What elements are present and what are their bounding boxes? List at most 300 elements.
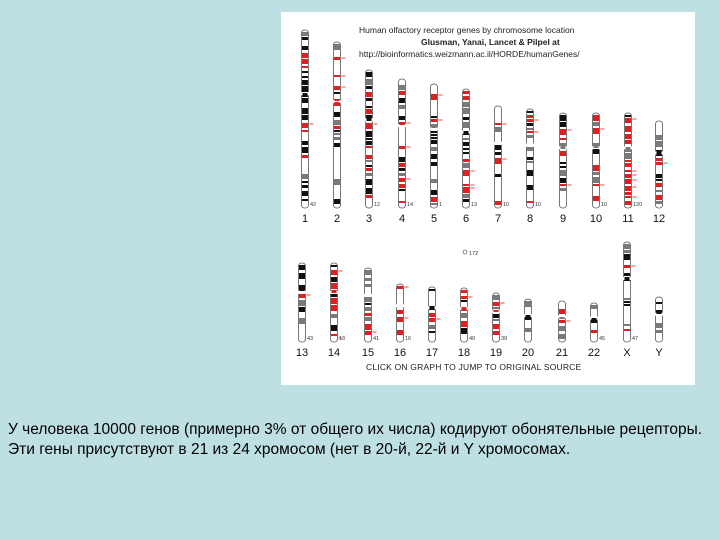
- centromere-left-6: [462, 131, 464, 134]
- gene-count-15: 41: [373, 336, 380, 342]
- chromosome-label-1: 1: [301, 213, 309, 225]
- centromere-left-5: [430, 127, 432, 130]
- band-10: [593, 165, 599, 171]
- centromere-right-11: [631, 146, 633, 149]
- band-19: [493, 319, 499, 321]
- band-7: [495, 123, 501, 125]
- band-2: [334, 112, 340, 117]
- centromere-right-17: [435, 306, 437, 309]
- band-14: [331, 265, 337, 267]
- band-2: [334, 137, 340, 140]
- band-9: [560, 122, 566, 127]
- slide-caption: У человека 10000 генов (примерно 3% от общего их числа) кодируют обонятельные рецепторы. Эти гены присутствуют в 21 из 24 хромосом (нет в 20-й, 22-й и Y хромосомах.: [8, 421, 703, 458]
- band-9: [560, 184, 566, 186]
- band-1: [302, 123, 308, 128]
- band-3: [366, 109, 372, 114]
- band-6: [463, 138, 469, 140]
- gene-count-X: 47: [632, 336, 639, 342]
- band-11: [625, 153, 631, 159]
- band-3: [366, 92, 372, 97]
- band-3: [366, 188, 372, 194]
- centromere-right-14: [337, 291, 339, 294]
- band-15: [365, 284, 371, 287]
- band-4: [399, 146, 405, 149]
- band-19: [493, 314, 499, 318]
- centromere-left-13: [298, 291, 300, 294]
- centromere-left-2: [333, 100, 335, 103]
- band-10: [593, 115, 599, 121]
- band-5: [431, 131, 437, 133]
- centromere-left-3: [365, 118, 367, 121]
- band-8: [527, 157, 533, 160]
- band-12: [656, 135, 662, 140]
- band-5: [431, 190, 437, 195]
- band-11: [625, 163, 631, 167]
- band-4: [399, 163, 405, 167]
- band-11: [625, 134, 631, 139]
- band-8: [527, 119, 533, 122]
- band-15: [365, 317, 371, 321]
- band-13: [299, 294, 305, 298]
- band-5: [431, 124, 437, 128]
- extra-gene-count: 172: [469, 251, 479, 257]
- band-1: [302, 199, 308, 201]
- centromere-left-X: [623, 277, 625, 280]
- chromosome-ideogram[interactable]: [281, 12, 695, 385]
- band-X: [624, 273, 630, 276]
- centromere-left-16: [396, 304, 398, 307]
- band-3: [366, 79, 372, 85]
- centromere-left-18: [460, 307, 462, 310]
- band-7: [495, 174, 501, 177]
- band-15: [365, 313, 371, 316]
- band-12: [656, 162, 662, 165]
- centromere-right-3: [372, 118, 374, 121]
- band-3: [366, 141, 372, 145]
- band-1: [302, 32, 308, 36]
- figure-footer-link[interactable]: CLICK ON GRAPH TO JUMP TO ORIGINAL SOURCE: [366, 362, 582, 372]
- band-3: [366, 165, 372, 167]
- band-17: [429, 331, 435, 333]
- band-1: [302, 141, 308, 145]
- chromosome-label-14: 14: [327, 347, 341, 359]
- chromosome-10: [593, 113, 600, 208]
- band-11: [625, 126, 631, 132]
- band-9: [560, 115, 566, 121]
- band-2: [334, 92, 340, 94]
- band-9: [560, 138, 566, 140]
- band-10: [593, 172, 599, 175]
- chromosome-label-12: 12: [652, 213, 666, 225]
- band-11: [625, 115, 631, 117]
- band-2: [334, 44, 340, 50]
- band-4: [399, 122, 405, 125]
- band-15: [365, 324, 371, 330]
- band-2: [334, 99, 340, 101]
- band-7: [495, 127, 501, 132]
- chromosome-label-11: 11: [622, 213, 634, 225]
- band-5: [431, 147, 437, 151]
- band-10: [593, 196, 599, 201]
- band-7: [495, 158, 501, 164]
- band-1: [302, 71, 308, 73]
- band-19: [493, 310, 499, 312]
- chromosome-label-10: 10: [589, 213, 603, 225]
- band-1: [302, 59, 308, 64]
- band-14: [331, 294, 337, 297]
- band-11: [625, 140, 631, 144]
- band-6: [463, 122, 469, 128]
- band-2: [334, 86, 340, 90]
- band-12: [656, 141, 662, 147]
- band-11: [625, 174, 631, 178]
- band-1: [302, 174, 308, 179]
- band-16: [397, 286, 403, 289]
- band-7: [495, 201, 501, 205]
- chromosome-label-16: 16: [393, 347, 407, 359]
- centromere-left-10: [592, 146, 594, 149]
- band-14: [331, 298, 337, 304]
- chromosome-label-5: 5: [430, 213, 438, 225]
- band-9: [560, 129, 566, 135]
- band-2: [334, 102, 340, 106]
- band-13: [299, 300, 305, 306]
- band-2: [334, 120, 340, 125]
- band-11: [625, 192, 631, 195]
- band-17: [429, 325, 435, 329]
- band-6: [463, 187, 469, 193]
- band-2: [334, 75, 340, 77]
- band-4: [399, 173, 405, 176]
- band-18: [461, 296, 467, 299]
- centromere-right-5: [437, 127, 439, 130]
- band-13: [299, 307, 305, 312]
- band-18: [461, 307, 467, 311]
- band-1: [302, 108, 308, 114]
- band-1: [302, 93, 308, 97]
- band-Y: [656, 310, 662, 314]
- band-5: [431, 134, 437, 136]
- centromere-right-6: [469, 131, 471, 134]
- band-22: [591, 318, 597, 323]
- band-8: [527, 170, 533, 176]
- band-1: [302, 185, 308, 188]
- centromere-right-16: [403, 304, 405, 307]
- band-2: [334, 133, 340, 135]
- centromere-right-15: [371, 294, 373, 297]
- band-18: [461, 300, 467, 302]
- band-14: [331, 290, 337, 293]
- centromere-right-12: [662, 151, 664, 154]
- band-14: [331, 325, 337, 331]
- chromosome-figure[interactable]: [281, 12, 695, 385]
- chromosome-label-20: 20: [521, 347, 535, 359]
- centromere-left-8: [526, 144, 528, 147]
- band-9: [560, 166, 566, 168]
- band-13: [299, 265, 305, 270]
- band-3: [366, 179, 372, 185]
- band-18: [461, 321, 467, 327]
- figure-title-url[interactable]: http://bioinformatics.weizmann.ac.il/HORDE/humanGenes/: [359, 49, 580, 59]
- band-6: [463, 102, 469, 107]
- band-5: [431, 203, 437, 205]
- band-19: [493, 324, 499, 329]
- chromosome-9: [560, 113, 567, 208]
- band-3: [366, 160, 372, 162]
- band-8: [527, 115, 533, 118]
- band-6: [463, 131, 469, 135]
- band-5: [431, 137, 437, 139]
- centromere-left-4: [398, 124, 400, 127]
- centromere-left-20: [524, 314, 526, 317]
- chromosome-label-6: 6: [462, 213, 470, 225]
- gene-count-11: 120: [633, 202, 643, 208]
- chromosome-label-17: 17: [425, 347, 439, 359]
- band-10: [593, 149, 599, 154]
- gene-count-18: 40: [469, 336, 476, 342]
- band-14: [331, 277, 337, 282]
- band-3: [366, 98, 372, 101]
- band-19: [493, 307, 499, 309]
- gene-count-8: 10: [535, 202, 542, 208]
- centromere-left-7: [494, 142, 496, 145]
- centromere-right-20: [531, 314, 533, 317]
- band-3: [366, 173, 372, 176]
- gene-count-4: 14: [407, 202, 414, 208]
- chromosome-label-7: 7: [494, 213, 502, 225]
- centromere-left-21: [558, 315, 560, 318]
- band-11: [625, 147, 631, 152]
- centromere-left-1: [301, 92, 303, 95]
- centromere-right-Y: [662, 313, 664, 316]
- chromosome-label-21: 21: [555, 347, 569, 359]
- band-1: [302, 46, 308, 50]
- band-19: [493, 302, 499, 306]
- band-6: [463, 184, 469, 186]
- band-15: [365, 278, 371, 281]
- band-11: [625, 118, 631, 123]
- band-12: [656, 183, 662, 187]
- band-4: [399, 184, 405, 188]
- band-16: [397, 310, 403, 314]
- band-14: [331, 314, 337, 318]
- band-9: [560, 170, 566, 176]
- centromere-right-19: [499, 310, 501, 313]
- centromere-right-X: [630, 277, 632, 280]
- band-21: [559, 334, 565, 339]
- band-15: [365, 331, 371, 335]
- band-6: [463, 159, 469, 162]
- chromosome-label-13: 13: [295, 347, 309, 359]
- band-X: [624, 254, 630, 260]
- band-X: [624, 265, 630, 268]
- band-5: [431, 154, 437, 159]
- band-2: [334, 130, 340, 132]
- band-13: [299, 273, 305, 279]
- band-2: [334, 143, 340, 147]
- band-22: [591, 330, 597, 333]
- gene-count-10: 10: [601, 202, 608, 208]
- band-X: [624, 329, 630, 331]
- extra-marker-icon: [463, 250, 467, 254]
- band-3: [366, 106, 372, 108]
- band-5: [431, 197, 437, 202]
- band-4: [399, 91, 405, 95]
- centromere-right-7: [501, 142, 503, 145]
- chromosome-label-9: 9: [559, 213, 567, 225]
- band-20: [525, 315, 531, 320]
- band-19: [493, 331, 499, 335]
- band-4: [399, 201, 405, 203]
- band-Y: [656, 323, 662, 328]
- band-Y: [656, 330, 662, 333]
- band-1: [302, 155, 308, 158]
- chromosome-label-22: 22: [587, 347, 601, 359]
- chromosome-7: [495, 106, 502, 208]
- band-Y: [656, 302, 662, 304]
- band-1: [302, 76, 308, 78]
- band-1: [302, 53, 308, 58]
- chromosome-5: [431, 84, 438, 208]
- chromosome-label-3: 3: [365, 213, 373, 225]
- band-2: [334, 199, 340, 204]
- band-4: [399, 178, 405, 182]
- band-13: [299, 285, 305, 291]
- band-21: [559, 320, 565, 323]
- band-6: [463, 148, 469, 150]
- band-17: [429, 313, 435, 317]
- band-X: [624, 324, 630, 326]
- centromere-right-8: [533, 144, 535, 147]
- band-8: [527, 135, 533, 138]
- band-8: [527, 161, 533, 163]
- band-9: [560, 151, 566, 156]
- band-X: [624, 301, 630, 303]
- band-12: [656, 179, 662, 181]
- centromere-right-22: [597, 317, 599, 320]
- band-11: [625, 160, 631, 162]
- band-5: [431, 162, 437, 166]
- band-6: [463, 91, 469, 94]
- band-21: [559, 317, 565, 319]
- band-X: [624, 304, 630, 306]
- centromere-right-18: [467, 307, 469, 310]
- band-11: [625, 201, 631, 205]
- band-12: [656, 190, 662, 192]
- band-1: [302, 37, 308, 40]
- band-16: [397, 330, 403, 335]
- band-22: [591, 305, 597, 309]
- band-18: [461, 313, 467, 318]
- band-10: [593, 122, 599, 126]
- band-3: [366, 115, 372, 121]
- band-15: [365, 303, 371, 305]
- centromere-right-10: [599, 146, 601, 149]
- band-8: [527, 111, 533, 113]
- band-X: [624, 244, 630, 249]
- band-18: [461, 328, 467, 334]
- centromere-left-Y: [655, 313, 657, 316]
- band-11: [625, 196, 631, 198]
- centromere-right-2: [340, 100, 342, 103]
- band-1: [302, 130, 308, 132]
- band-17: [429, 289, 435, 291]
- centromere-left-12: [655, 151, 657, 154]
- band-2: [334, 126, 340, 129]
- gene-count-1: 42: [310, 202, 317, 208]
- band-15: [365, 297, 371, 302]
- band-16: [397, 317, 403, 322]
- band-10: [593, 143, 599, 148]
- band-8: [527, 185, 533, 190]
- band-15: [365, 307, 371, 311]
- centromere-left-22: [590, 317, 592, 320]
- band-8: [527, 128, 533, 130]
- band-7: [495, 152, 501, 155]
- band-6: [463, 199, 469, 202]
- gene-count-16: 16: [405, 336, 412, 342]
- band-11: [625, 179, 631, 184]
- band-2: [334, 179, 340, 185]
- band-6: [463, 142, 469, 146]
- centromere-left-15: [364, 294, 366, 297]
- band-8: [527, 201, 533, 203]
- band-8: [527, 131, 533, 133]
- band-3: [366, 146, 372, 148]
- band-5: [431, 179, 437, 183]
- chromosome-label-4: 4: [398, 213, 406, 225]
- band-12: [656, 195, 662, 200]
- band-13: [299, 318, 305, 324]
- band-17: [429, 306, 435, 310]
- centromere-left-14: [330, 291, 332, 294]
- band-X: [624, 298, 630, 300]
- chromosome-label-Y: Y: [655, 347, 663, 359]
- band-9: [560, 178, 566, 183]
- centromere-right-13: [305, 291, 307, 294]
- gene-count-22: 45: [599, 336, 606, 342]
- band-4: [399, 116, 405, 120]
- chromosome-label-15: 15: [361, 347, 375, 359]
- band-5: [431, 94, 437, 100]
- centromere-left-17: [428, 306, 430, 309]
- band-12: [656, 201, 662, 204]
- band-4: [399, 105, 405, 109]
- band-11: [625, 186, 631, 191]
- band-14: [331, 305, 337, 311]
- centromere-right-4: [405, 124, 407, 127]
- gene-count-19: 39: [501, 336, 508, 342]
- chromosome-label-X: X: [623, 347, 631, 359]
- gene-count-13: 43: [307, 336, 314, 342]
- figure-title-authors: Glusman, Yanai, Lancet & Pilpel at: [421, 37, 560, 47]
- band-1: [302, 98, 308, 103]
- band-12: [656, 158, 662, 161]
- band-8: [527, 123, 533, 126]
- band-1: [302, 115, 308, 120]
- band-20: [525, 328, 531, 332]
- band-6: [463, 96, 469, 100]
- band-1: [302, 86, 308, 92]
- band-18: [461, 290, 467, 293]
- chromosome-label-19: 19: [489, 347, 503, 359]
- gene-count-3: 12: [374, 202, 381, 208]
- band-14: [331, 283, 337, 289]
- band-1: [302, 80, 308, 85]
- band-1: [302, 147, 308, 153]
- band-15: [365, 270, 371, 275]
- gene-count-14: 13: [339, 336, 346, 342]
